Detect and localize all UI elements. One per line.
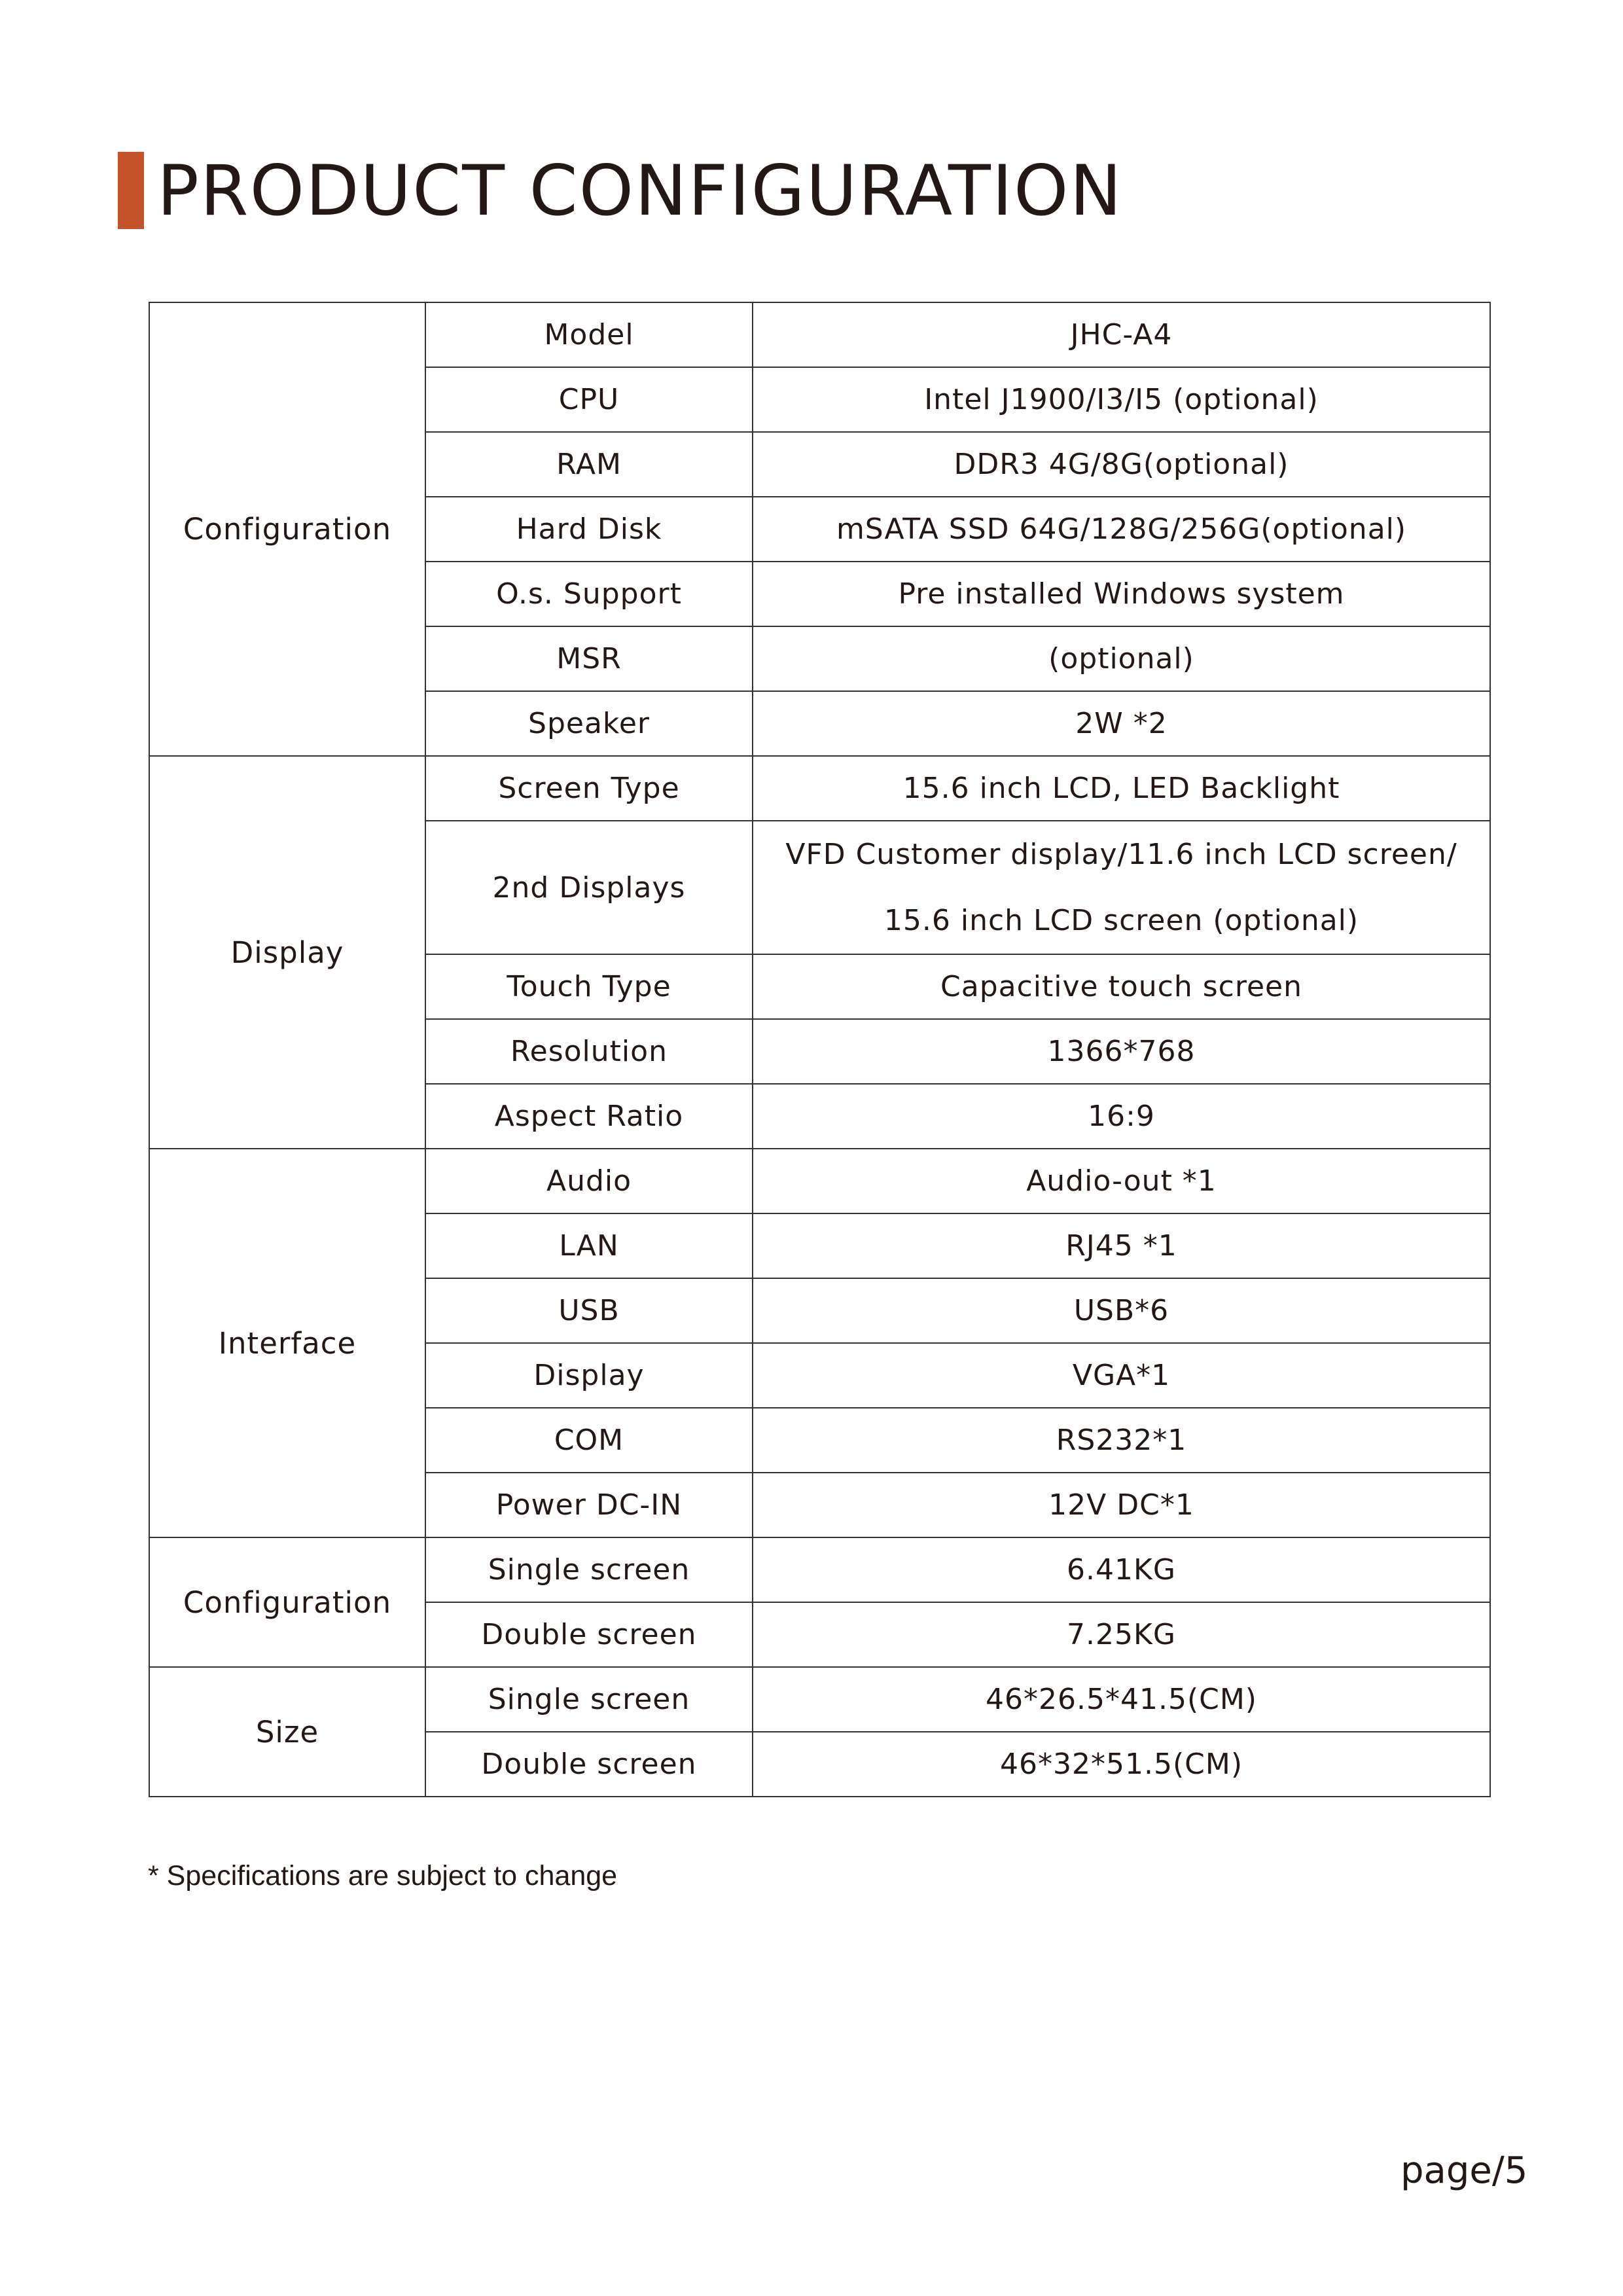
spec-label: COM bbox=[425, 1408, 753, 1473]
table-row bbox=[149, 302, 1490, 367]
spec-value: VGA*1 bbox=[753, 1343, 1490, 1408]
spec-value: Capacitive touch screen bbox=[753, 954, 1490, 1019]
spec-value: RS232*1 bbox=[753, 1408, 1490, 1473]
spec-value: 16:9 bbox=[753, 1084, 1490, 1149]
spec-value: DDR3 4G/8G(optional) bbox=[753, 432, 1490, 497]
category-cell: Size bbox=[149, 1667, 425, 1797]
spec-value: 7.25KG bbox=[753, 1602, 1490, 1667]
spec-label: Power DC-IN bbox=[425, 1473, 753, 1537]
spec-label: RAM bbox=[425, 432, 753, 497]
spec-value: 1366*768 bbox=[753, 1019, 1490, 1084]
table-row bbox=[149, 1149, 1490, 1213]
table-row bbox=[149, 756, 1490, 821]
category-cell: Display bbox=[149, 756, 425, 1149]
spec-label: 2nd Displays bbox=[425, 821, 753, 954]
spec-label: Double screen bbox=[425, 1602, 753, 1667]
spec-label: Hard Disk bbox=[425, 497, 753, 562]
spec-value: Pre installed Windows system bbox=[753, 562, 1490, 626]
spec-label: Single screen bbox=[425, 1537, 753, 1602]
spec-label: USB bbox=[425, 1278, 753, 1343]
spec-label: LAN bbox=[425, 1213, 753, 1278]
spec-value: JHC-A4 bbox=[753, 302, 1490, 367]
page-number: page/5 bbox=[1400, 2149, 1528, 2192]
spec-value: RJ45 *1 bbox=[753, 1213, 1490, 1278]
spec-label: Resolution bbox=[425, 1019, 753, 1084]
spec-label: Touch Type bbox=[425, 954, 753, 1019]
spec-value-multiline bbox=[753, 821, 1490, 954]
spec-label: O.s. Support bbox=[425, 562, 753, 626]
spec-table bbox=[149, 302, 1491, 1797]
category-cell: Configuration bbox=[149, 302, 425, 756]
spec-label: CPU bbox=[425, 367, 753, 432]
category-cell: Configuration bbox=[149, 1537, 425, 1667]
spec-value: 12V DC*1 bbox=[753, 1473, 1490, 1537]
spec-value: USB*6 bbox=[753, 1278, 1490, 1343]
table-row bbox=[149, 1667, 1490, 1732]
spec-label: Double screen bbox=[425, 1732, 753, 1797]
spec-value: 15.6 inch LCD, LED Backlight bbox=[753, 756, 1490, 821]
footnote: * Specifications are subject to change bbox=[148, 1860, 618, 1892]
spec-label: Single screen bbox=[425, 1667, 753, 1732]
spec-label: Audio bbox=[425, 1149, 753, 1213]
spec-value: mSATA SSD 64G/128G/256G(optional) bbox=[753, 497, 1490, 562]
spec-value-line-1: VFD Customer display/11.6 inch LCD screen/ bbox=[785, 838, 1457, 871]
spec-value: Audio-out *1 bbox=[753, 1149, 1490, 1213]
spec-value: 6.41KG bbox=[753, 1537, 1490, 1602]
spec-value: 46*32*51.5(CM) bbox=[753, 1732, 1490, 1797]
title-accent-bar bbox=[118, 152, 144, 229]
spec-label: Display bbox=[425, 1343, 753, 1408]
spec-value: 2W *2 bbox=[753, 691, 1490, 756]
page-title: PRODUCT CONFIGURATION bbox=[157, 151, 1123, 231]
table-row bbox=[149, 1537, 1490, 1602]
spec-label: MSR bbox=[425, 626, 753, 691]
spec-value-line-2: 15.6 inch LCD screen (optional) bbox=[883, 904, 1359, 937]
spec-label: Aspect Ratio bbox=[425, 1084, 753, 1149]
category-cell: Interface bbox=[149, 1149, 425, 1537]
spec-label: Speaker bbox=[425, 691, 753, 756]
spec-label: Screen Type bbox=[425, 756, 753, 821]
spec-value: Intel J1900/I3/I5 (optional) bbox=[753, 367, 1490, 432]
spec-value: 46*26.5*41.5(CM) bbox=[753, 1667, 1490, 1732]
spec-label: Model bbox=[425, 302, 753, 367]
spec-value: (optional) bbox=[753, 626, 1490, 691]
